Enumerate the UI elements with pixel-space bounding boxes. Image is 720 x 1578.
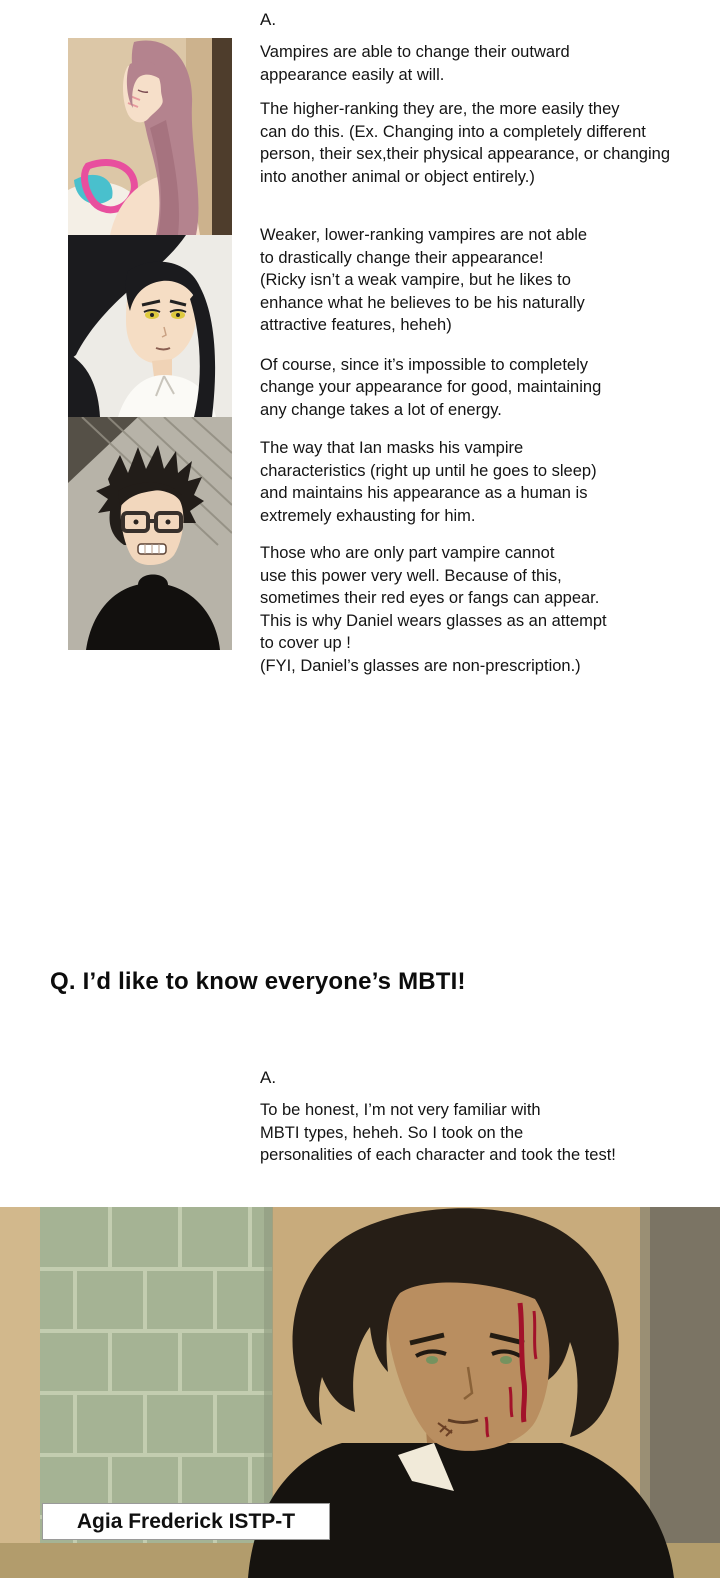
answer-block-1 [260,8,716,677]
answer-paragraph: The way that Ian masks his vampire characteristics (right up until he goes to sleep) and maintains his appearance as a human is extremely exhausting for him. [260,439,597,525]
answer-paragraph: Of course, since it’s impossible to completely change your appearance for good, maintaining any change takes a lot of energy. [260,355,602,419]
answer-label: A. [260,1068,277,1087]
answer-paragraph: Those who are only part vampire cannot use this power very well. Because of this, sometimes their red eyes or fangs can appear. This is why Daniel wears glasses as an attempt to cover up ! (FYI, Daniel’s glasses are non-prescription.) [260,544,607,675]
answer-paragraph: The higher-ranking they are, the more easily they can do this. (Ex. Changing into a completely different person, their sex,their physical appearance, or changing into another animal or object entirely.) [260,100,670,186]
strip-panel-pink-hair-illustration [68,38,232,235]
answer-paragraph: Vampires are able to change their outward appearance easily at will. [260,43,570,84]
question-heading: Q. I’d like to know everyone’s MBTI! [50,968,466,995]
caption-box: Agia Frederick ISTP-T [42,1503,330,1540]
answer-paragraph: To be honest, I’m not very familiar with MBTI types, heheh. So I took on the personalities of each character and took the test! [260,1101,616,1164]
strip-panel-glasses-illustration [68,417,232,650]
tile-wall [40,1207,273,1543]
character-strip-image [68,38,232,650]
strip-panel-yellow-eyes-illustration [68,235,232,417]
answer-paragraph: Weaker, lower-ranking vampires are not able to drastically change their appearance! (Ricky isn’t a weak vampire, but he likes to enhance what he believes to be his naturally attractive features, heheh) [260,226,588,334]
answer-block-2 [260,1066,716,1179]
answer-label: A. [260,10,277,29]
